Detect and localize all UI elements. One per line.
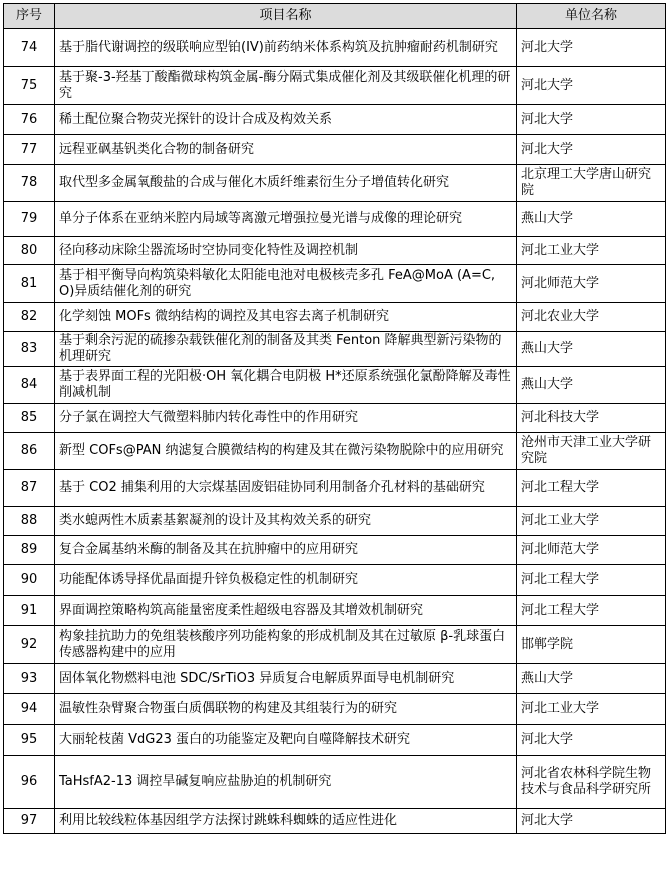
row-unit-name: 河北工业大学 [517, 507, 666, 536]
table-row [4, 67, 666, 105]
row-serial: 93 [4, 664, 55, 694]
table-row [4, 265, 666, 303]
project-table-container [3, 3, 666, 834]
row-serial: 90 [4, 565, 55, 596]
row-unit-name: 河北师范大学 [517, 265, 666, 303]
table-row [4, 404, 666, 433]
row-project-name: 基于表界面工程的光阳极·OH 氧化耦合电阴极 H*还原系统强化氯酚降解及毒性削减机制 [55, 367, 517, 404]
table-row [4, 470, 666, 507]
row-serial: 86 [4, 433, 55, 470]
header-row [4, 4, 666, 29]
row-serial: 95 [4, 725, 55, 756]
row-serial: 88 [4, 507, 55, 536]
table-row [4, 105, 666, 135]
row-project-name: 类水螅两性木质素基絮凝剂的设计及其构效关系的研究 [55, 507, 517, 536]
table-row [4, 135, 666, 165]
table-row [4, 536, 666, 565]
table-row [4, 756, 666, 809]
row-project-name: 单分子体系在亚纳米腔内局域等离激元增强拉曼光谱与成像的理论研究 [55, 202, 517, 237]
row-unit-name: 河北大学 [517, 135, 666, 165]
row-unit-name: 北京理工大学唐山研究院 [517, 165, 666, 202]
row-serial: 76 [4, 105, 55, 135]
table-row [4, 664, 666, 694]
row-unit-name: 燕山大学 [517, 202, 666, 237]
row-project-name: 功能配体诱导择优晶面提升锌负极稳定性的机制研究 [55, 565, 517, 596]
row-serial: 74 [4, 29, 55, 67]
row-unit-name: 沧州市天津工业大学研究院 [517, 433, 666, 470]
row-project-name: 基于剩余污泥的硫掺杂载铁催化剂的制备及其类 Fenton 降解典型新污染物的机理研究 [55, 332, 517, 367]
row-project-name: TaHsfA2-13 调控旱碱复响应盐胁迫的机制研究 [55, 756, 517, 809]
row-unit-name: 河北工业大学 [517, 237, 666, 265]
row-project-name: 界面调控策略构筑高能量密度柔性超级电容器及其增效机制研究 [55, 596, 517, 626]
row-unit-name: 燕山大学 [517, 664, 666, 694]
row-unit-name: 河北大学 [517, 29, 666, 67]
row-unit-name: 河北工程大学 [517, 596, 666, 626]
row-unit-name: 河北大学 [517, 725, 666, 756]
row-unit-name: 河北大学 [517, 67, 666, 105]
row-serial: 80 [4, 237, 55, 265]
row-project-name: 取代型多金属氧酸盐的合成与催化木质纤维素衍生分子增值转化研究 [55, 165, 517, 202]
row-unit-name: 河北师范大学 [517, 536, 666, 565]
row-project-name: 大丽轮枝菌 VdG23 蛋白的功能鉴定及靶向自噬降解技术研究 [55, 725, 517, 756]
row-serial: 78 [4, 165, 55, 202]
row-project-name: 新型 COFs@PAN 纳滤复合膜微结构的构建及其在微污染物脱除中的应用研究 [55, 433, 517, 470]
row-project-name: 基于聚-3-羟基丁酸酯微球构筑金属-酶分隔式集成催化剂及其级联催化机理的研究 [55, 67, 517, 105]
table-row [4, 725, 666, 756]
header-unit-name: 单位名称 [517, 4, 666, 29]
header-serial: 序号 [4, 4, 55, 29]
table-row [4, 565, 666, 596]
row-project-name: 稀土配位聚合物荧光探针的设计合成及构效关系 [55, 105, 517, 135]
table-row [4, 332, 666, 367]
table-row [4, 303, 666, 332]
table-row [4, 596, 666, 626]
row-project-name: 远程亚砜基钒类化合物的制备研究 [55, 135, 517, 165]
project-table [3, 3, 666, 834]
table-row [4, 237, 666, 265]
row-unit-name: 燕山大学 [517, 332, 666, 367]
row-serial: 75 [4, 67, 55, 105]
row-serial: 97 [4, 809, 55, 834]
table-body [4, 29, 666, 834]
row-serial: 85 [4, 404, 55, 433]
row-serial: 82 [4, 303, 55, 332]
row-unit-name: 河北省农林科学院生物技术与食品科学研究所 [517, 756, 666, 809]
row-serial: 83 [4, 332, 55, 367]
row-serial: 91 [4, 596, 55, 626]
row-unit-name: 河北大学 [517, 105, 666, 135]
row-unit-name: 河北科技大学 [517, 404, 666, 433]
row-project-name: 温敏性杂臂聚合物蛋白质偶联物的构建及其组装行为的研究 [55, 694, 517, 725]
row-project-name: 基于相平衡导向构筑染料敏化太阳能电池对电极核壳多孔 FeA@MoA (A=C, O)异质结催化剂的研究 [55, 265, 517, 303]
row-unit-name: 河北大学 [517, 809, 666, 834]
table-row [4, 809, 666, 834]
row-project-name: 基于 CO2 捕集利用的大宗煤基固废铝硅协同利用制备介孔材料的基础研究 [55, 470, 517, 507]
row-project-name: 基于脂代谢调控的级联响应型铂(IV)前药纳米体系构筑及抗肿瘤耐药机制研究 [55, 29, 517, 67]
row-serial: 87 [4, 470, 55, 507]
row-unit-name: 河北农业大学 [517, 303, 666, 332]
row-unit-name: 河北工业大学 [517, 694, 666, 725]
row-unit-name: 河北工程大学 [517, 565, 666, 596]
table-row [4, 29, 666, 67]
row-project-name: 复合金属基纳米酶的制备及其在抗肿瘤中的应用研究 [55, 536, 517, 565]
row-serial: 81 [4, 265, 55, 303]
table-row [4, 694, 666, 725]
row-project-name: 利用比较线粒体基因组学方法探讨跳蛛科蜘蛛的适应性进化 [55, 809, 517, 834]
table-row [4, 367, 666, 404]
table-row [4, 507, 666, 536]
row-unit-name: 燕山大学 [517, 367, 666, 404]
table-row [4, 165, 666, 202]
row-project-name: 化学刻蚀 MOFs 微纳结构的调控及其电容去离子机制研究 [55, 303, 517, 332]
table-row [4, 433, 666, 470]
row-serial: 79 [4, 202, 55, 237]
row-unit-name: 邯郸学院 [517, 626, 666, 664]
row-project-name: 固体氧化物燃料电池 SDC/SrTiO3 异质复合电解质界面导电机制研究 [55, 664, 517, 694]
header-project-name: 项目名称 [55, 4, 517, 29]
row-project-name: 构象挂抗助力的免组装核酸序列功能构象的形成机制及其在过敏原 β-乳球蛋白传感器构建中的应用 [55, 626, 517, 664]
row-project-name: 分子氯在调控大气微塑料肺内转化毒性中的作用研究 [55, 404, 517, 433]
table-row [4, 202, 666, 237]
row-serial: 94 [4, 694, 55, 725]
row-unit-name: 河北工程大学 [517, 470, 666, 507]
row-serial: 92 [4, 626, 55, 664]
row-project-name: 径向移动床除尘器流场时空协同变化特性及调控机制 [55, 237, 517, 265]
row-serial: 84 [4, 367, 55, 404]
row-serial: 89 [4, 536, 55, 565]
table-row [4, 626, 666, 664]
row-serial: 96 [4, 756, 55, 809]
row-serial: 77 [4, 135, 55, 165]
